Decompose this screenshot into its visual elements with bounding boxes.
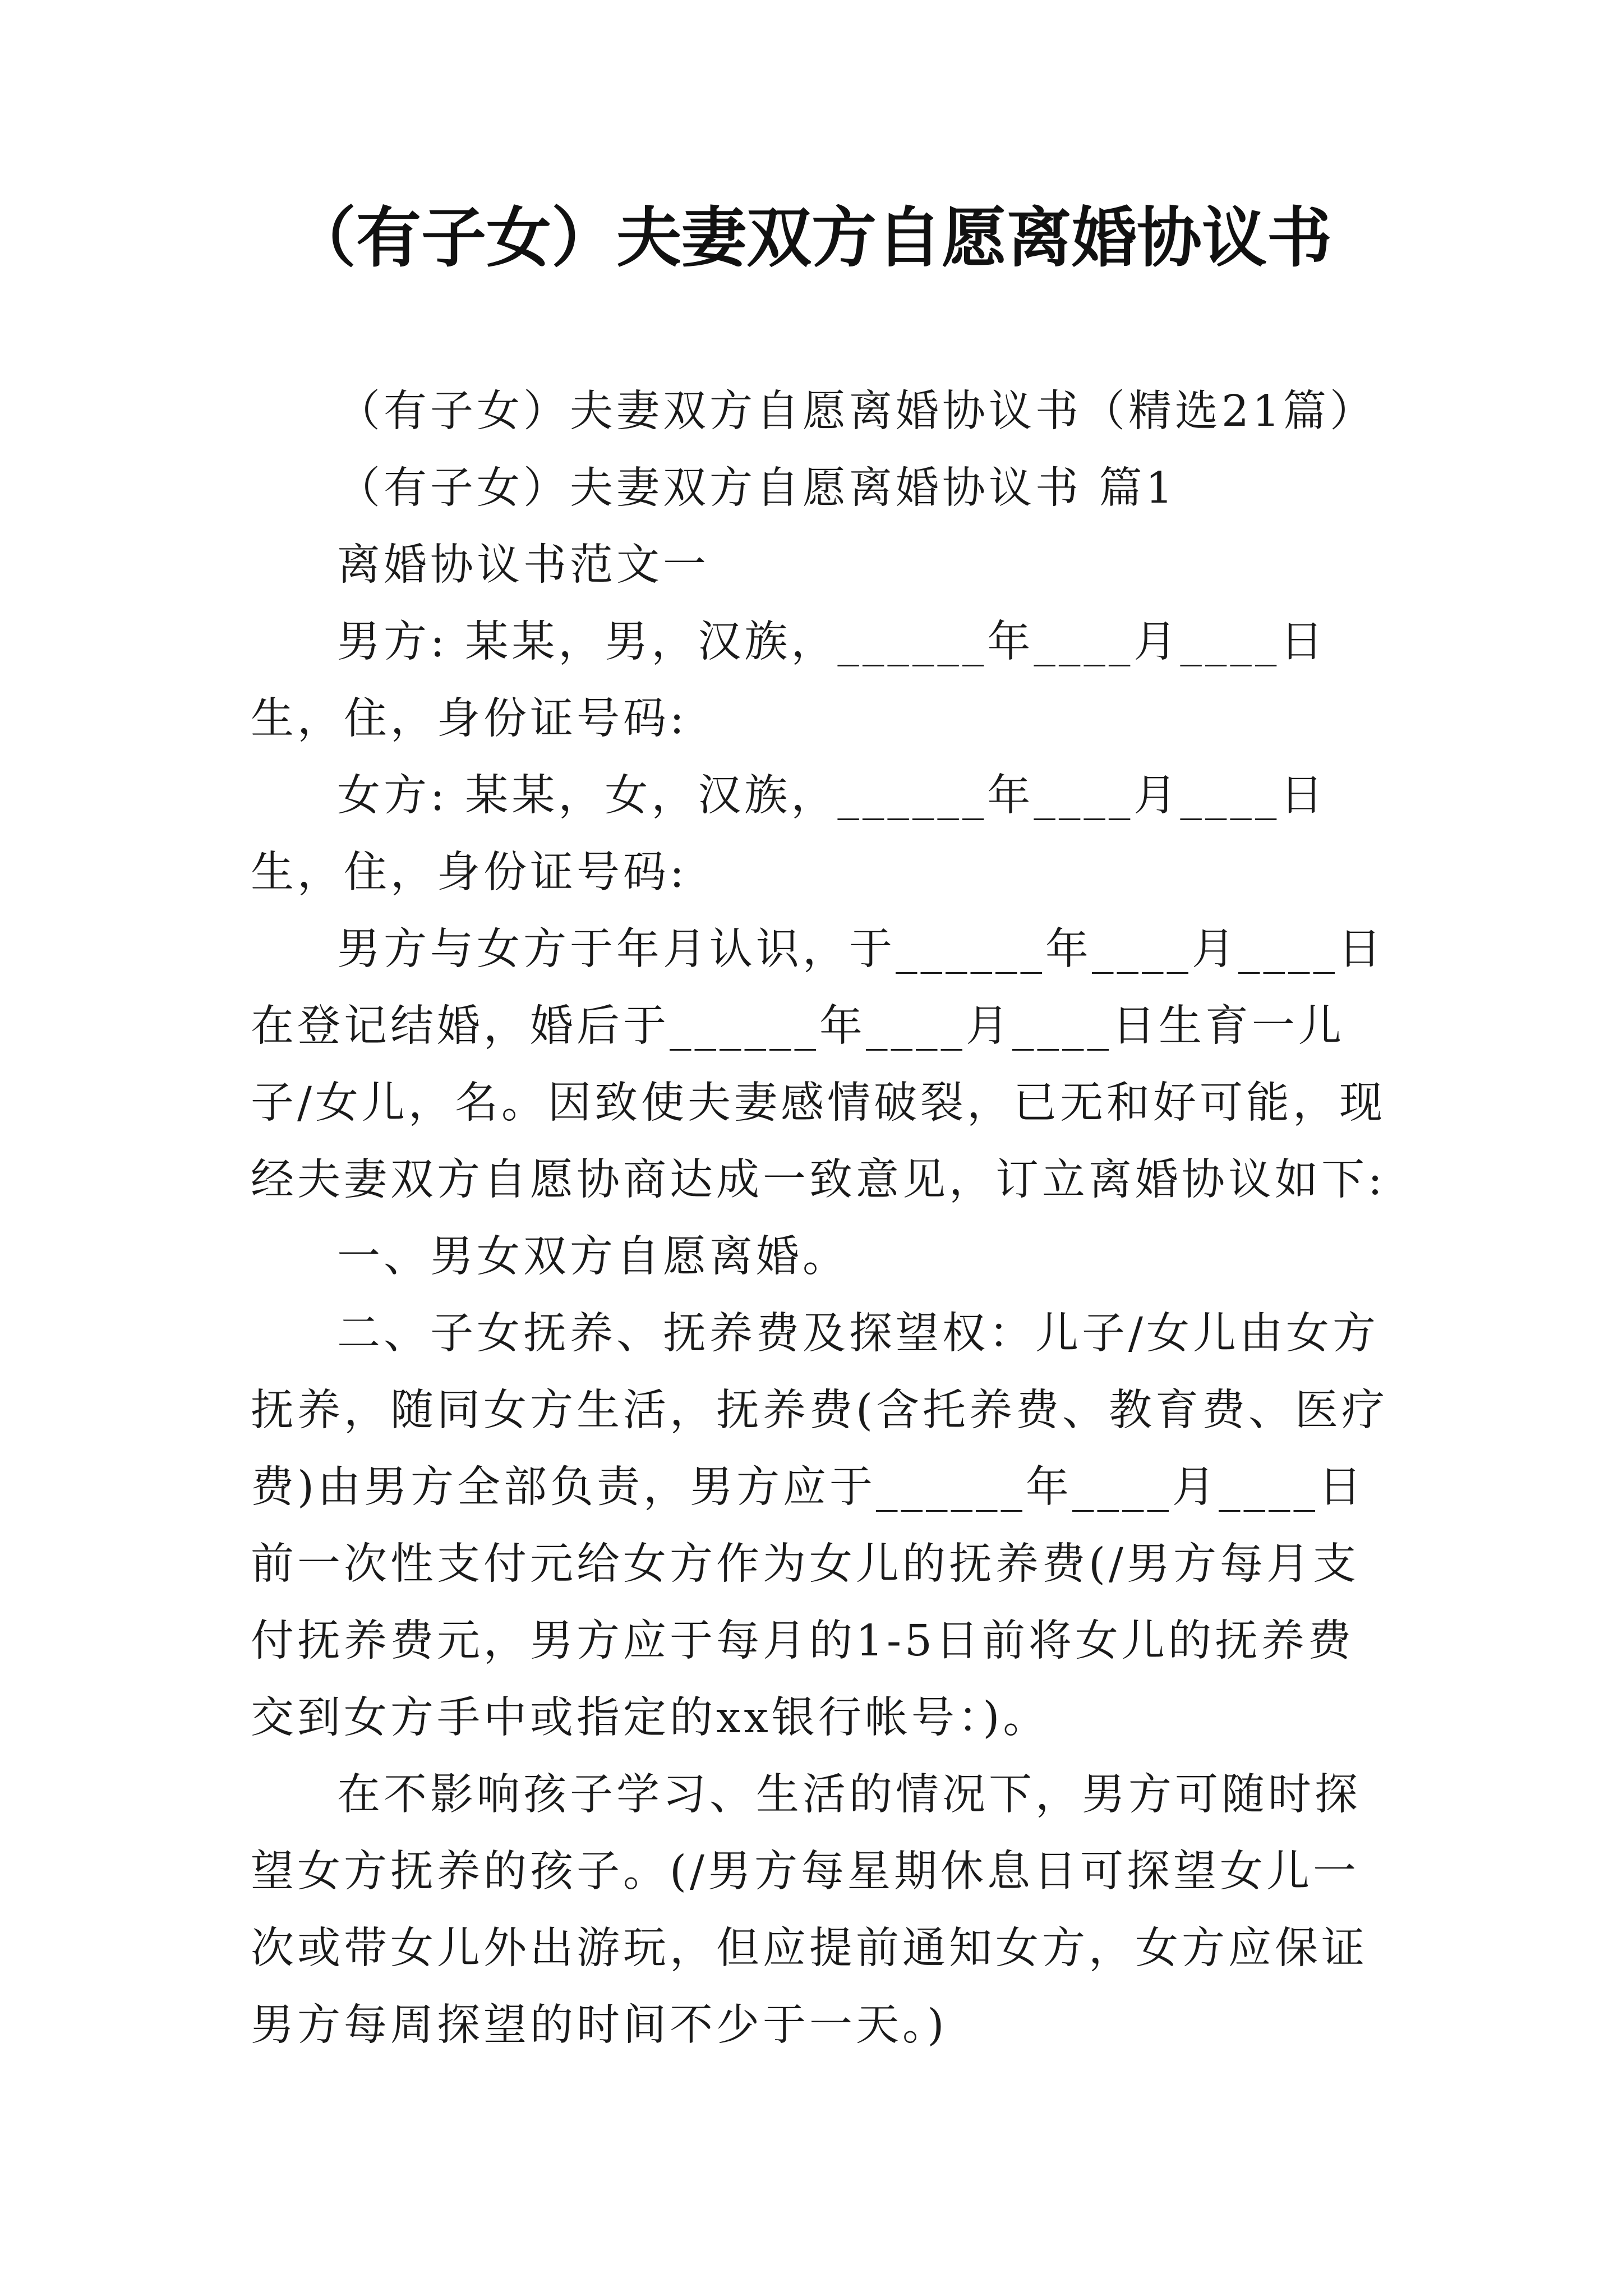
paragraph-clause-2: 二、子女抚养、抚养费及探望权：儿子/女儿由女方抚养，随同女方生活，抚养费(含托养费、教育费、医疗费)由男方全部负责，男方应于______年____月____日前一次性支付元给女方作为女儿的抚养费(/男方每月支付抚养费元，男方应于每月的1-5日前将女儿的抚养费交到女方手中或指定的xx银行帐号：)。 bbox=[251, 1309, 1389, 1743]
paragraph-sample-label: 离婚协议书范文一 bbox=[337, 540, 709, 590]
paragraph-visitation: 在不影响孩子学习、生活的情况下，男方可随时探望女方抚养的孩子。(/男方每星期休息日可探望女儿一次或带女儿外出游玩，但应提前通知女方，女方应保证男方每周探望的时间不少于一天。) bbox=[251, 1770, 1368, 2050]
paragraph-marriage-background: 男方与女方于年月认识，于______年____月____日在登记结婚，婚后于______年____月____日生育一儿子/女儿，名。因致使夫妻感情破裂，已无和好可能，现经夫妻双方自愿协商达成一致意见，订立离婚协议如下: bbox=[251, 924, 1386, 1205]
paragraph-collection-title: （有子女）夫妻双方自愿离婚协议书（精选21篇） bbox=[337, 386, 1376, 436]
page-title: （有子女）夫妻双方自愿离婚协议书 bbox=[291, 200, 1332, 276]
paragraph-clause-1: 一、男女双方自愿离婚。 bbox=[337, 1232, 849, 1282]
paragraph-wife-info: 女方: 某某，女，汉族，______年____月____日生，住，身份证号码: bbox=[251, 771, 1327, 898]
paragraph-article-heading: （有子女）夫妻双方自愿离婚协议书 篇1 bbox=[337, 463, 1177, 513]
paragraph-husband-info: 男方: 某某，男，汉族，______年____月____日生，住，身份证号码: bbox=[251, 617, 1327, 744]
document-body bbox=[251, 373, 1389, 2064]
